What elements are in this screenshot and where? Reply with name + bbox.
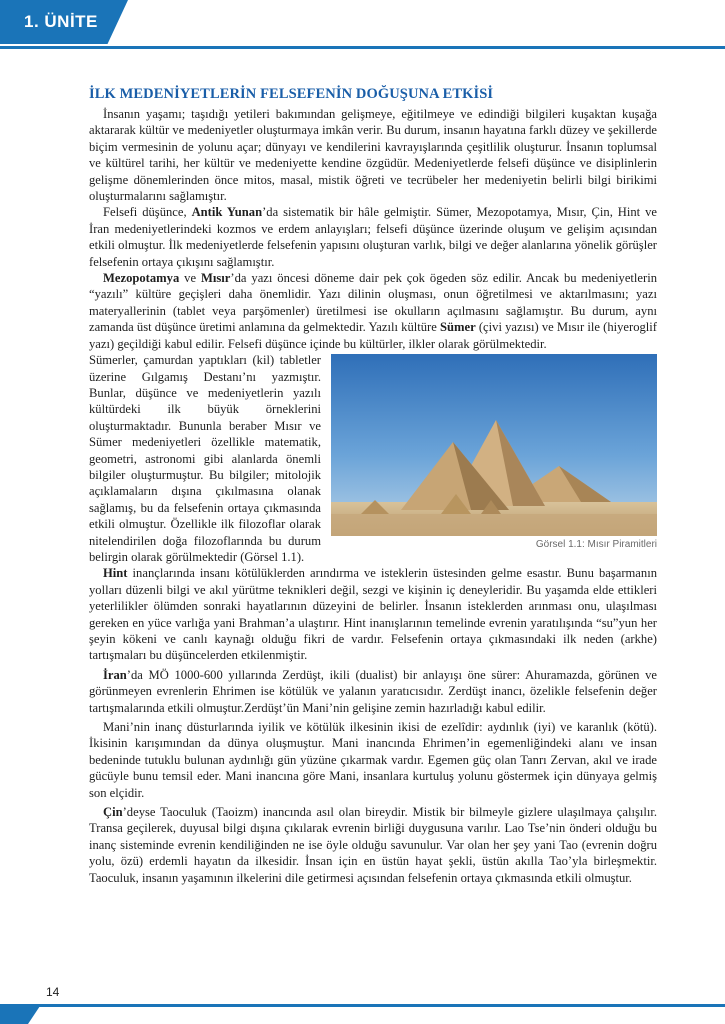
term-antik-yunan: Antik Yunan [191, 205, 263, 220]
paragraph-mani: Mani’nin inanç düsturlarında iyilik ve kötülük ilkesinin ikisi de ezelîdir: aydınlık (iyi) ve karanlık (kötü). İkisinin karışımından da dünya oluşmuştur. Mani inancında Ehrimen’in egemenliğindeki alanı ve insan bedeninde tutuklu bulunan aydınlığı gün yüzüne çıkarmak vardır. Egemen güç olan Tanrı Zervan, akıl ve irade gücüyle bunu temsil eder. Mani inancına göre Mani, insanlara kurtuluş yolunu göstermek için dünyaya gelmiş son elçidir. [89, 720, 657, 800]
term-iran: İran [103, 667, 127, 682]
figure-caption: Görsel 1.1: Mısır Piramitleri [535, 539, 657, 551]
term-cin: Çin [103, 805, 123, 820]
term-mezopotamya: Mezopotamya [103, 271, 180, 286]
paragraph-antik-yunan: Felsefi düşünce, Antik Yunan’da sistematik bir hâle gelmiştir. Sümer, Mezopotamya, Mısır, Çin, Hint ve İran medeniyetlerindeki kozmos ve erdem anlayışları; felsefi düşünce üzerinde oluşum ve gelişim açısından etkili olmuştur. İlk medeniyetlerde felsefenin yapısını oluşturan varlık, bilgi ve değer alanlarına yönelik görüşler felsefenin ortaya çıkışını sağlamıştır. [89, 205, 657, 269]
figure-wrap-block [89, 352, 657, 565]
page-number: 14 [46, 985, 60, 999]
page-title: İLK MEDENİYETLERİN FELSEFENİN DOĞUŞUNA ETKİSİ [89, 86, 494, 102]
paragraph-intro: İnsanın yaşamı; taşıdığı yetileri bakımından gelişmeye, eğitilmeye ve edindiği bilgileri kuşaktan kuşağa aktararak kültür ve medeniyetler oluşturmaya imkân verir. Bu durum, insanın hayatına farklı düzey ve şekillerde biçim vermesinin de yolunu açar; dünyayı ve kendilerini kavrayışlarında çeşitlilik oluşturur. İnsanın toplumsal ve kültürel tarihi, her kültür ve medeniyette kendine özgüdür. Medeniyetlerde felsefi düşünce ve disiplinlerin gelişme dönemlerinden önce mitos, masal, mistik öğreti ve tecrübeler her medeniyetin belirli bilgi birikimi oluşturmalarını sağlamıştır. [89, 107, 657, 204]
footer-tab [0, 1006, 40, 1024]
paragraph-sumerler: Sümerler, çamurdan yaptıkları (kil) tabletler üzerine Gılgamış Destanı’nı yazmıştır. Bunlar, düşünce ve medeniyetlerin yazılı kültürdeki ilk büyük örneklerini oluşturmaktadır. Bununla beraber Mısır ve Sümer medeniyetleri özellikle matematik, geometri, astronomi gibi alanlarda önemli bilgiler oluşturmuştur. Bu bilgiler; mitolojik açıklamaların dışına çıkılmasına olanak sağlamış, bu da felsefenin ortaya çıkmasında etkili olmuştur. Özellikle ilk filozoflar olarak nitelendirilen doğa filozoflarında bu durum belirgin olarak görülmektedir (Görsel 1.1). [89, 353, 321, 564]
paragraph-iran: İran’da MÖ 1000-600 yıllarında Zerdüşt, ikili (dualist) bir anlayışı öne sürer: Ahuramazda, görünen ve görünmeyen evrenlerin Ehrimen ise kötülük ve yalanın yaratıcısıdır. Zerdüşt inancı, özelikle felsefenin değer tartışmalarında etkili olmuştur.Zerdüşt’ün Mani’nin gelişine zemin hazırladığı kabul edilir. [89, 667, 657, 715]
pyramids-photo [331, 354, 657, 536]
paragraph-hint: Hint inançlarında insanı kötülüklerden arındırma ve isteklerin üstesinden gelme esastır. Bunu başarmanın yolları düzenli bilgi ve akıl yürütme teknikleri değil, sezgi ve kişinin iç deneyleridir. Bu yaşamda elde ettikleri yeterlilikler ölümden sonraki hayatlarının düzeyini de belirler. İnsanın isteklerden arınması onu, ulaşılması gereken en yüce varlığa yani Brahman’a ulaştırır. Hint inanışlarının temelinde evrenin yaratılışında “su”yun her şeyin kökeni ve canlı kaynağı olduğu fikri de vardır. Felsefenin ortaya çıkmasındaki ilk neden (arkhe) tartışmaları bu düşüncelerden etkilenmiştir. [89, 566, 657, 663]
paragraph-cin: Çin’deyse Taoculuk (Taoizm) inancında asıl olan bireydir. Mistik bir bilmeyle gizlere ulaşılmaya çalışılır. Transa geçilerek, duyusal bilgi dışına çıkılarak evrenin birliği duygusuna varılır. Lao Tse’nin önderi olduğu bu inanç sisteminde evrenin kendiliğinden ne ise öyle olduğu savunulur. Var olan her şey yani Tao (evrenin doğru yolu, özü) erdemli hayatın da ilkesidir. İnsan için en üstün hayat şekli, üstün akılla Tao’yla birleşmektir. Taoculuk, insanın yaşamının ilkelerini dile getirmesi açısından felsefenin ortaya çıkmasında etkili olmuştur. [89, 805, 657, 885]
unit-label: 1. ÜNİTE [24, 12, 98, 31]
figure-pyramids [331, 354, 657, 550]
header-divider [0, 46, 725, 49]
term-misir: Mısır [201, 271, 231, 286]
term-sumer: Sümer [440, 320, 476, 335]
page-content [89, 86, 657, 886]
header-bar [0, 0, 725, 44]
paragraph-mezopotamya: Mezopotamya ve Mısır’da yazı öncesi döneme dair pek çok ögeden söz edilir. Ancak bu medeniyetlerin “yazılı” kültüre geçişleri daha önemlidir. Yazı dilinin oluşması, onun öğretilmesi ve aktarılmasını; yazı materyallerinin (tablet veya parşömenler) üretilmesi ise okulların açılmasını sağlamıştır. Bu durum, aynı zamanda üst düşünce üretimi anlamına da gelmektedir. Yazılı kültüre Sümer (çivi yazısı) ve Mısır ile (hiyeroglif yazı) geçildiği kabul edilir. Felsefi düşünce içinde bu kültürler, ilkler olarak görülmektedir. [89, 271, 658, 351]
footer-divider [0, 1004, 725, 1007]
term-hint: Hint [103, 566, 128, 581]
